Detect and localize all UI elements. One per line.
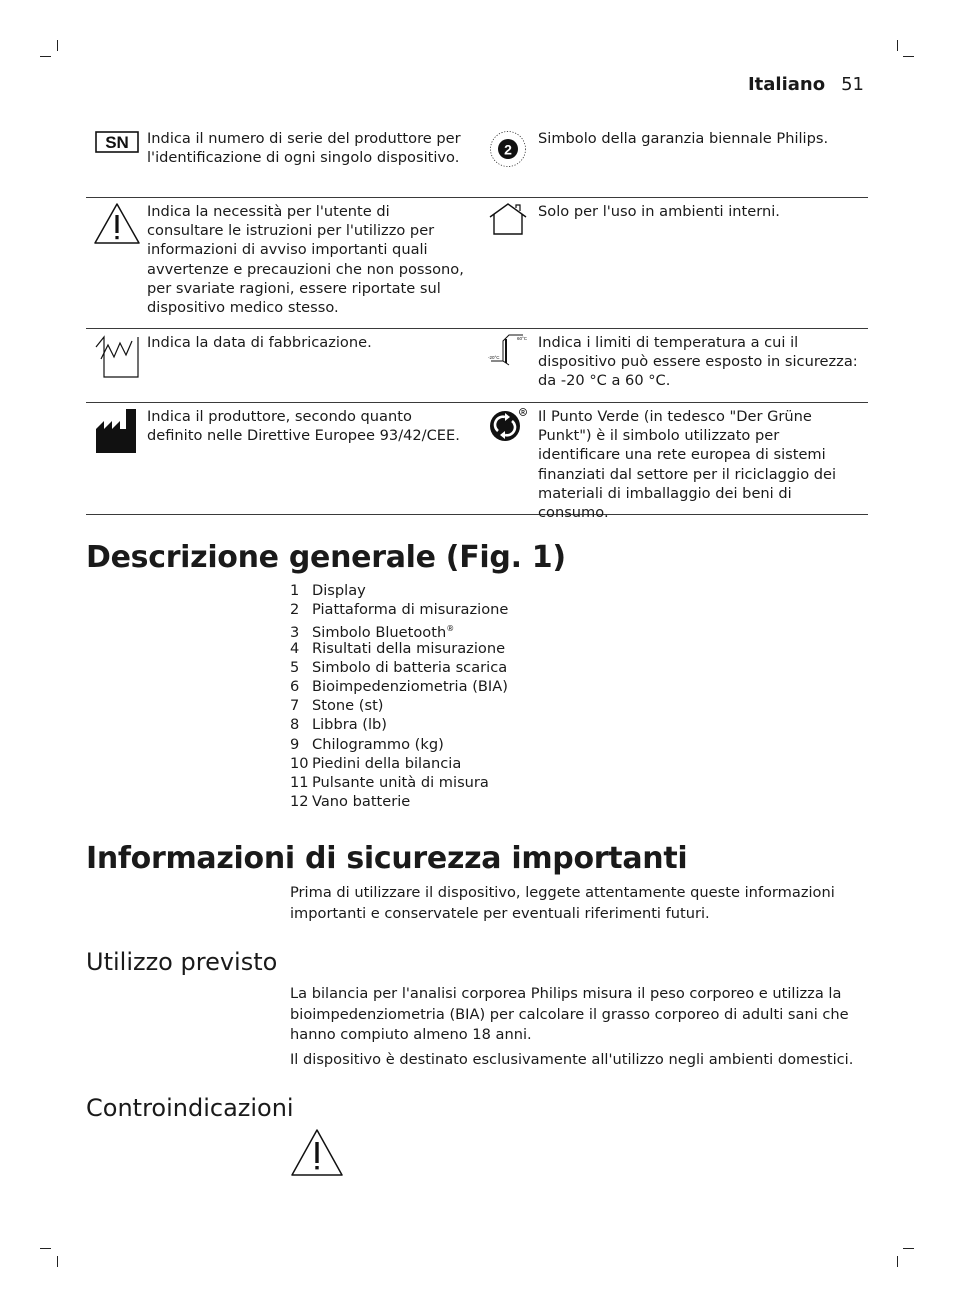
symbols-table: [86, 125, 868, 522]
crop-mark: [897, 1256, 898, 1267]
warning-triangle-icon: [93, 202, 141, 246]
symbol-description: Indica il produttore, secondo quanto definito nelle Direttive Europee 93/42/CEE.: [147, 408, 460, 445]
section-title-overview: Descrizione generale (Fig. 1): [86, 540, 566, 575]
list-item: 11 Pulsante unità di misura: [290, 773, 489, 791]
symbol-description: Indica la data di fabbricazione.: [147, 334, 372, 351]
symbol-description: Indica la necessità per l'utente di consultare le istruzioni per l'utilizzo per informazioni di avviso importanti quali avvertenze e precauzioni che non possono, per svariate ragioni, essere riportate sul dispositivo medico stesso.: [147, 203, 464, 317]
crop-mark: [897, 40, 898, 51]
symbol-cell: [86, 403, 477, 514]
parts-list: [290, 581, 508, 811]
intended-use-paragraph: Il dispositivo è destinato esclusivamente all'utilizzo negli ambienti domestici.: [290, 1051, 854, 1068]
list-item: 6 Bioimpedenziometria (BIA): [290, 677, 508, 695]
symbol-cell: [477, 198, 868, 328]
svg-text:-20°C: -20°C: [487, 355, 500, 360]
list-item: 12 Vano batterie: [290, 793, 411, 811]
crop-mark: [57, 40, 58, 51]
symbol-description: Indica i limiti di temperatura a cui il dispositivo può essere esposto in sicurezza: da -20 °C a 60 °C.: [538, 334, 858, 390]
page-header: [600, 74, 864, 95]
subsection-title-intended-use: Utilizzo previsto: [86, 948, 278, 976]
symbol-description: Indica il numero di serie del produttore per l'identificazione di ogni singolo dispositivo.: [147, 130, 461, 167]
serial-number-icon: [95, 129, 139, 153]
indoor-use-house-icon: [488, 202, 528, 236]
symbols-row: [86, 329, 868, 403]
list-item: 3 Simbolo Bluetooth®: [290, 624, 455, 642]
symbols-row: [86, 403, 868, 522]
safety-intro: Prima di utilizzare il dispositivo, leggete attentamente queste informazioni importanti e conservatele per eventuali riferimenti futuri.: [290, 884, 835, 922]
crop-mark: [40, 1248, 51, 1249]
symbol-cell: [477, 403, 868, 522]
warning-triangle-icon: [290, 1128, 344, 1178]
list-item: 9 Chilogrammo (kg): [290, 735, 444, 753]
symbols-row: [86, 125, 868, 198]
list-item: 8 Libbra (lb): [290, 716, 387, 734]
symbol-cell: [477, 329, 868, 402]
green-dot-icon: [488, 407, 528, 443]
list-item: 7 Stone (st): [290, 697, 384, 715]
page-number: 51: [841, 74, 864, 95]
section-title-safety: Informazioni di sicurezza importanti: [86, 841, 688, 876]
header-language: Italiano: [747, 74, 826, 95]
crop-mark: [903, 1248, 914, 1249]
crop-mark: [40, 56, 51, 57]
crop-mark: [57, 1256, 58, 1267]
manufacturer-factory-icon: [94, 407, 140, 453]
svg-text:R: R: [520, 410, 525, 416]
symbol-description: Solo per l'uso in ambienti interni.: [538, 203, 780, 220]
intended-use-paragraph: La bilancia per l'analisi corporea Philips misura il peso corporeo e utilizza la bioimpedenziometria (BIA) per calcolare il grasso corporeo di adulti sani che hanno compiuto almeno 18 anni.: [290, 985, 849, 1043]
list-item: 2 Piattaforma di misurazione: [290, 601, 509, 619]
list-item: 1 Display: [290, 582, 366, 599]
symbol-cell: [86, 329, 477, 402]
symbol-cell: [86, 125, 477, 197]
list-item: 4 Risultati della misurazione: [290, 639, 506, 657]
symbol-cell: [86, 198, 477, 328]
list-item: 5 Simbolo di batteria scarica: [290, 658, 508, 676]
svg-text:60°C: 60°C: [516, 336, 527, 341]
symbol-description: Simbolo della garanzia biennale Philips.: [538, 130, 829, 147]
svg-text:2: 2: [503, 141, 512, 158]
svg-text:SN: SN: [104, 133, 129, 152]
subsection-title-contraindications: Controindicazioni: [86, 1094, 294, 1122]
crop-mark: [903, 56, 914, 57]
list-item: 10 Piedini della bilancia: [290, 754, 462, 772]
temperature-limit-icon: [487, 333, 529, 367]
symbol-cell: [477, 125, 868, 197]
symbols-row: [86, 198, 868, 329]
symbol-description: Il Punto Verde (in tedesco "Der Grüne Punkt") è il simbolo utilizzato per identificare una rete europea di sistemi finanziati dal settore per il riciclaggio dei materiali di imballaggio dei beni di consumo.: [538, 408, 837, 522]
world-wide-guarantee-icon: [488, 129, 528, 169]
date-of-manufacture-icon: [94, 333, 140, 379]
